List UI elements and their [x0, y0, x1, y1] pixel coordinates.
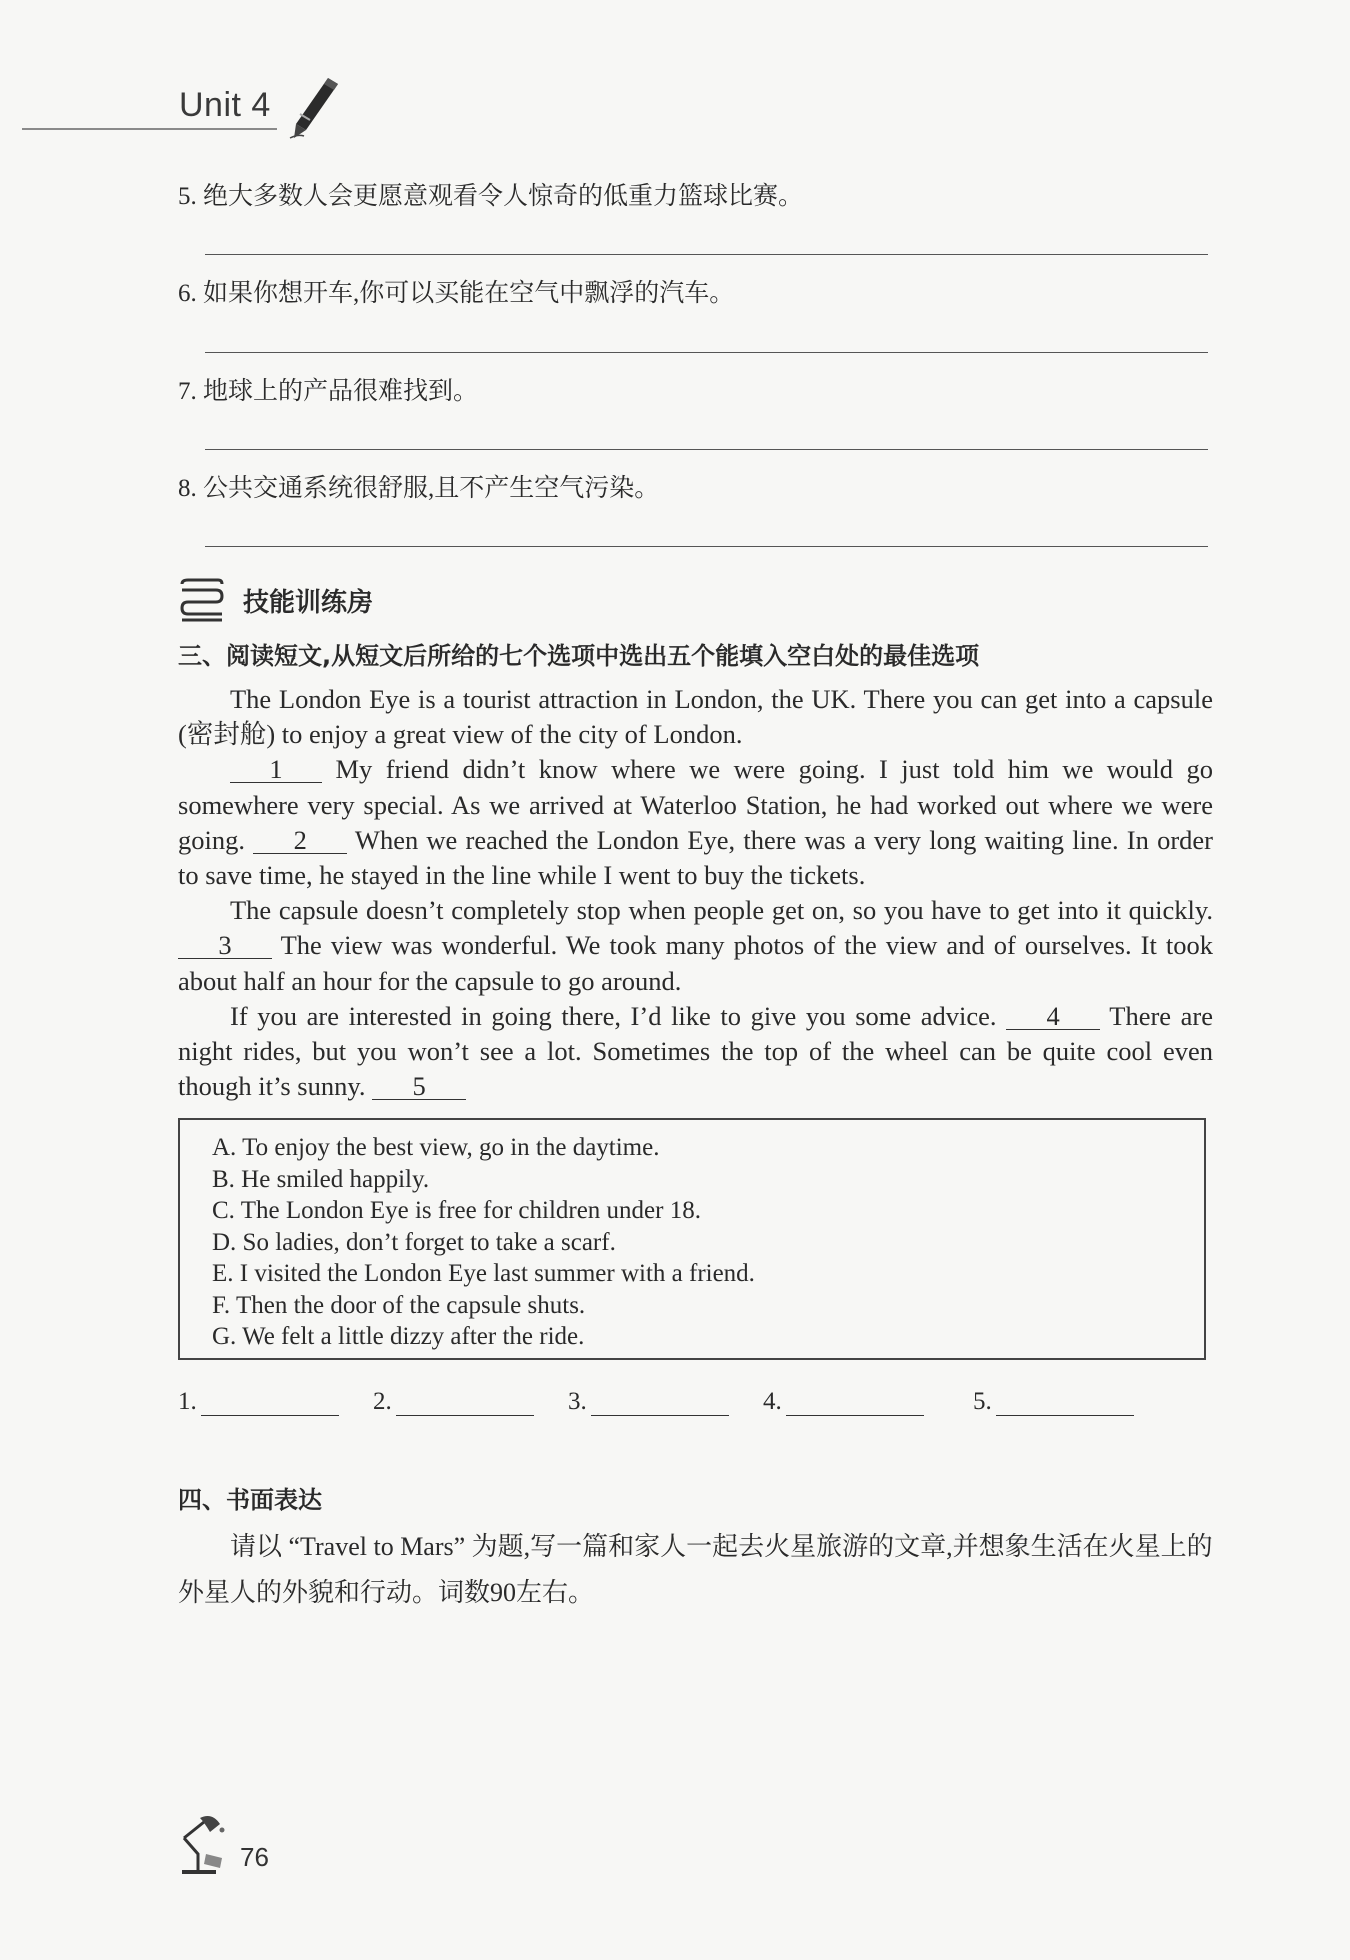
item-text: 公共交通系统很舒服,且不产生空气污染。: [203, 475, 660, 502]
answer-slot-4: 4.: [763, 1388, 924, 1416]
option-d: D. So ladies, don’t forget to take a scarf.: [212, 1228, 616, 1256]
option-e: E. I visited the London Eye last summer with a friend.: [212, 1260, 755, 1287]
translation-item-8: [178, 472, 659, 506]
desk-lamp-icon: [176, 1814, 236, 1876]
section3-heading: 三、阅读短文,从短文后所给的七个选项中选出五个能填入空白处的最佳选项: [178, 642, 980, 670]
answer-slot-2: 2.: [373, 1388, 534, 1416]
blank-5[interactable]: 5: [372, 1073, 466, 1100]
translation-item-7: [178, 375, 478, 409]
pen-icon: [284, 74, 344, 140]
passage-paragraph-4: If you are interested in going there, I’d like to give you some advice. 4 There are night rides, but you won’t see a lot. Sometimes the top of the wheel can be quite cool even though it’s sunny. 5: [178, 1000, 1214, 1102]
writing-prompt-text: 请以 “Travel to Mars” 为题,写一篇和家人一起去火星旅游的文章,并想象生活在火星上的外星人的外貌和行动。词数90左右。: [178, 1532, 1213, 1607]
item-number: 6.: [178, 280, 197, 307]
answer-line-5[interactable]: [205, 254, 1208, 255]
item-number: 5.: [178, 183, 197, 210]
translation-item-6: [178, 277, 734, 311]
item-number: 7.: [178, 378, 197, 405]
answer-field-4[interactable]: [786, 1389, 924, 1416]
option-c: C. The London Eye is free for children under 18.: [212, 1197, 701, 1224]
answer-line-7[interactable]: [205, 449, 1208, 450]
option-b: B. He smiled happily.: [212, 1165, 430, 1193]
header-rule: [22, 128, 277, 130]
skill-section-title: 技能训练房: [243, 588, 374, 618]
answer-field-2[interactable]: [396, 1389, 534, 1416]
answer-line-8[interactable]: [205, 546, 1208, 547]
unit-header: [22, 70, 1082, 140]
option-a: A. To enjoy the best view, go in the daytime.: [212, 1134, 660, 1161]
passage-paragraph-1: The London Eye is a tourist attraction in London, the UK. There you can get into a capsule (密封舱) to enjoy a great view of the city of London.: [178, 684, 1213, 750]
answer-slot-3: 3.: [568, 1388, 729, 1416]
option-g: G. We felt a little dizzy after the ride.: [212, 1323, 585, 1350]
writing-prompt: [178, 1524, 1213, 1616]
item-number: 8.: [178, 475, 197, 502]
passage-paragraph-2: 1 My friend didn’t know where we were going. I just told him we would go somewhere very special. As we arrived at Waterloo Station, he had worked out where we were going. 2 When we reached the London Eye, there was a very long waiting line. In order to save time, he stayed in the line while I went to buy the tickets.: [178, 754, 1213, 891]
stacked-lines-icon: [178, 578, 226, 622]
answer-slot-1: 1.: [178, 1388, 339, 1416]
item-text: 如果你想开车,你可以买能在空气中飘浮的汽车。: [203, 280, 735, 307]
answer-field-3[interactable]: [591, 1389, 729, 1416]
answer-field-1[interactable]: [201, 1389, 339, 1416]
item-text: 绝大多数人会更愿意观看令人惊奇的低重力篮球比赛。: [203, 183, 804, 210]
page-number: 76: [240, 1842, 269, 1872]
blank-4[interactable]: 4: [1006, 1003, 1100, 1030]
item-text: 地球上的产品很难找到。: [203, 378, 479, 405]
options-box: [178, 1118, 1206, 1360]
blank-1[interactable]: 1: [230, 756, 322, 783]
section4-heading: 四、书面表达: [178, 1486, 322, 1514]
passage-paragraph-3: The capsule doesn’t completely stop when people get on, so you have to get into it quickly. 3 The view was wonderful. We took many photos of the view and of ourselves. It took about half an hour for the capsule to go around.: [178, 895, 1213, 996]
option-f: F. Then the door of the capsule shuts.: [212, 1291, 586, 1319]
answer-line-6[interactable]: [205, 352, 1208, 353]
blank-2[interactable]: 2: [253, 827, 347, 854]
unit-title: Unit 4: [179, 86, 271, 124]
blank-3[interactable]: 3: [178, 932, 272, 959]
translation-item-5: [178, 180, 803, 214]
options-list: [180, 1120, 1204, 1353]
answer-slot-5: 5.: [973, 1388, 1134, 1416]
answer-field-5[interactable]: [996, 1389, 1134, 1416]
reading-passage: [178, 682, 1213, 1104]
